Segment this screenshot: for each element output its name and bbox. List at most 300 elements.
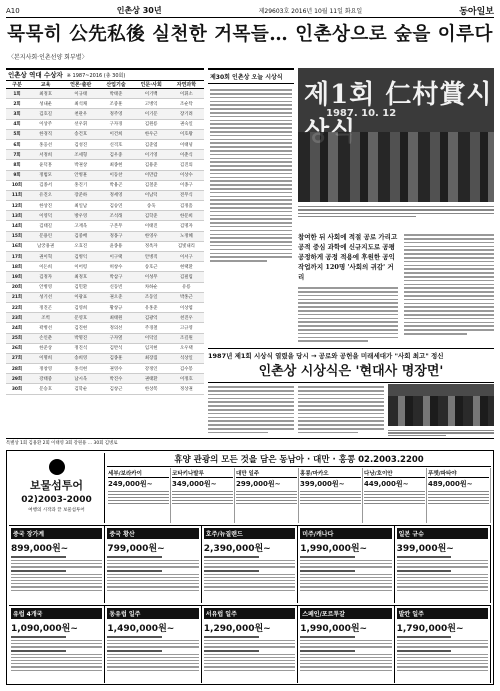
table-cell: 문영호 (74, 315, 88, 321)
table-header-row (6, 80, 204, 89)
table-cell: 이정호 (180, 376, 193, 382)
table-cell: 이태진 (144, 224, 158, 230)
ad-product-title: 미주/캐나다 (300, 528, 391, 539)
table-row (6, 303, 204, 313)
table-cell: 한상진 (39, 203, 52, 209)
table-cell: 5회 (13, 132, 21, 138)
table-cell: 남시욱 (74, 376, 88, 382)
table-cell: 박삼구 (109, 274, 123, 280)
ad-phone: 02)2003-2000 (21, 495, 92, 505)
table-cell: 김필립 (180, 274, 193, 280)
ad-logo-icon (49, 459, 65, 475)
table-cell: 정주영 (109, 111, 123, 117)
table-cell: 권숙일 (180, 122, 193, 128)
issue-date: 제29603호 2016년 10월 11일 화요일 (258, 8, 363, 15)
table-cell: 이영덕 (39, 213, 52, 219)
table-cell: 조순탁 (180, 101, 193, 107)
table-row (6, 272, 204, 282)
table-row (6, 293, 204, 303)
table-cell: 박권상 (74, 162, 88, 168)
ad-product-title: 다낭/호이안 (364, 469, 425, 478)
table-row (6, 201, 204, 211)
table-cell: 20회 (11, 285, 23, 291)
table-row (6, 262, 204, 272)
table-cell: 정몽구 (109, 234, 123, 240)
ad-logo-block (9, 453, 105, 523)
table-row (6, 191, 204, 201)
table-row (6, 374, 204, 384)
table-column-header: 산업기술 (106, 82, 126, 88)
table-cell: 현택환 (180, 264, 193, 270)
article-text-lines (208, 84, 294, 267)
table-cell: 박용곤 (109, 183, 123, 189)
table-column-header: 자연과학 (176, 82, 197, 88)
ad-product-title: 스페인/포르투갈 (300, 608, 391, 619)
table-cell: 권이혁 (39, 254, 52, 260)
table-cell: 오우택 (180, 346, 193, 352)
table-cell: 선우휘 (74, 122, 88, 128)
ad-product-title: 중국 황산 (107, 528, 198, 539)
table-cell: 이기문 (144, 111, 158, 117)
ad-product-title: 일본 규슈 (397, 528, 488, 539)
table-column-header: 구분 (12, 82, 22, 88)
table-cell: 한준상 (39, 346, 52, 352)
table-cell: 강태중 (39, 376, 52, 382)
table-cell: 정의선 (109, 325, 123, 331)
table-cell: 김광억 (144, 315, 158, 321)
table-cell: 이건희 (109, 132, 123, 138)
table-cell: 김준엽 (144, 142, 158, 148)
table-cell: 차하순 (144, 285, 158, 291)
newspaper-brand: 동아일보 (459, 7, 494, 17)
table-row (6, 120, 204, 130)
table-cell: 이휘소 (180, 91, 193, 97)
table-cell: 홍진기 (74, 183, 88, 189)
table-cell: 22회 (11, 305, 23, 311)
table-cell: 전무식 (180, 193, 193, 199)
table-row (6, 130, 204, 140)
table-cell: 이만갑 (144, 173, 158, 179)
table-cell: 26회 (11, 346, 23, 352)
table-cell: 황창규 (109, 305, 123, 311)
ad-tagline: 여행의 시작과 끝 보물섬투어 (28, 508, 85, 513)
table-cell: 신동빈 (109, 285, 123, 291)
table-cell: 김승연 (109, 203, 123, 209)
table-cell: 이상주 (39, 122, 52, 128)
table-cell: 한문희 (180, 213, 193, 219)
table-cell: 조중훈 (109, 101, 123, 107)
table-cell: 최정호 (74, 274, 88, 280)
ad-product-box (9, 606, 105, 683)
table-cell: 이광표 (74, 295, 88, 301)
table-cell: 11회 (11, 193, 23, 199)
table-row (6, 334, 204, 344)
table-cell: 14회 (11, 224, 23, 230)
table-cell: 유홍준 (144, 305, 158, 311)
table-cell: 김정자 (39, 274, 52, 280)
table-cell: 이종구 (180, 183, 193, 189)
table-cell: 최태원 (109, 315, 123, 321)
pull-quote: 참여한 뒤 사회에 적절 공로 가리고 공적 중심 과학에 신규지도로 공평 공정하게 공정 적용에 후원한 공익 작업까지 120명 '사회의 귀감' 거리 (298, 233, 398, 281)
table-cell: 한상복 (144, 387, 158, 393)
table-cell: 김민환 (74, 285, 88, 291)
table-cell: 구자열 (109, 336, 123, 342)
table-column-header: 언론·출판 (70, 82, 92, 88)
table-row (6, 171, 204, 181)
table-cell: 윤종용 (109, 244, 123, 250)
table-cell: 최장집 (144, 356, 158, 362)
table-cell: 김용준 (144, 162, 158, 168)
table-row (6, 344, 204, 354)
table-row (6, 242, 204, 252)
ad-product-price: 2,390,000원~ (203, 544, 271, 554)
table-cell: 8회 (13, 162, 21, 168)
table-row (6, 109, 204, 119)
table-cell: 이서구 (180, 254, 193, 260)
ad-product-title: 홍콩/마카오 (300, 469, 361, 478)
table-cell: 안병훈 (74, 173, 88, 179)
table-cell: 조석래 (109, 213, 123, 219)
table-cell: 고재욱 (74, 224, 88, 230)
table-cell: 김영희 (74, 305, 88, 311)
table-cell: 29회 (11, 376, 23, 382)
article-column-bottom-2 (298, 384, 384, 436)
table-cell: 안병직 (144, 254, 158, 260)
table-cell: 3회 (13, 111, 21, 117)
ad-grid-top (107, 468, 491, 523)
table-cell: 4회 (13, 122, 21, 128)
table-cell: 송건호 (74, 132, 88, 138)
table-cell: 곽병선 (39, 325, 52, 331)
table-row (6, 211, 204, 221)
ad-product-box (298, 606, 394, 683)
table-cell: 김태길 (39, 224, 52, 230)
table-cell: 최종현 (109, 162, 123, 168)
ad-product-title: 세부/보라카이 (108, 469, 169, 478)
table-cell: 오효진 (74, 244, 88, 250)
ad-product-title: 호주/뉴질랜드 (204, 528, 295, 539)
table-cell: 박태준 (109, 91, 123, 97)
table-cell: 김진현 (74, 325, 88, 331)
table-cell: 김학준 (144, 213, 158, 219)
article-column-right-2 (404, 232, 494, 344)
table-cell: 유룡 (182, 285, 191, 291)
ad-product-box (107, 468, 171, 523)
table-cell: 이남덕 (144, 193, 158, 199)
table-cell: 24회 (11, 325, 23, 331)
table-cell: 조동일 (144, 295, 158, 301)
ad-product-title: 푸껫/파타야 (428, 469, 489, 478)
table-cell: 윤덕홍 (39, 162, 52, 168)
table-cell: 이규태 (74, 91, 88, 97)
ad-product-box (395, 606, 491, 683)
table-cell: 김성진 (74, 142, 88, 148)
table-cell: 장준하 (74, 193, 88, 199)
table-cell: 김진의 (180, 162, 193, 168)
table-row (6, 354, 204, 364)
table-cell: 천진우 (180, 315, 193, 321)
table-cell: 강정인 (144, 366, 158, 372)
table-cell: 김종서 (39, 183, 52, 189)
table-cell: 이춘식 (180, 152, 193, 158)
article-column-bottom-1 (208, 384, 294, 436)
table-cell: 안병영 (39, 285, 52, 291)
table-cell: 주경철 (144, 325, 158, 331)
table-cell: 박명진 (74, 336, 88, 342)
ad-product-box (298, 526, 394, 603)
photo-crowd (298, 132, 494, 202)
table-cell: 송희영 (74, 356, 88, 362)
ad-product-box (105, 606, 201, 683)
ad-product-price: 1,990,000원~ (300, 624, 368, 634)
table-cell: 정진곤 (39, 305, 52, 311)
table-cell: 김정흠 (180, 203, 193, 209)
table-cell: 이상엽 (180, 305, 193, 311)
photo-banner-date: 1987. 10. 12 (326, 108, 397, 119)
ad-brand-name: 보물섬투어 (29, 479, 84, 492)
table-row (6, 140, 204, 150)
ceremony-photo (298, 68, 494, 202)
table-cell: 28회 (11, 366, 23, 372)
table-cell: 김명자 (180, 224, 193, 230)
page-header (6, 4, 494, 18)
ad-product-title: 동유럽 일주 (107, 608, 198, 619)
table-cell: 문승호 (39, 387, 52, 393)
table-cell: 고병익 (144, 101, 158, 107)
ad-product-title: 대만 일주 (236, 469, 297, 478)
table-cell: 한우근 (144, 132, 158, 138)
table-cell: 성기선 (39, 295, 52, 301)
ad-product-box (202, 606, 298, 683)
ad-grid-middle (9, 525, 491, 603)
photo-caption (298, 204, 494, 228)
table-cell: 12회 (11, 203, 23, 209)
table-cell: 허창수 (109, 264, 123, 270)
table-cell: 정창영 (39, 366, 52, 372)
table-row (6, 181, 204, 191)
table-footnote: 특별상 1회 김용환 2회 이태영 3회 강원용 … 30회 김병로 (6, 438, 494, 446)
table-cell: 이어령 (74, 264, 88, 270)
table-cell: 23회 (11, 315, 23, 321)
table-cell: 권영수 (109, 366, 123, 372)
table-cell: 김빛내리 (177, 244, 195, 250)
ad-product-title: 서유럽 일주 (204, 608, 295, 619)
table-cell: 한영우 (144, 234, 158, 240)
table-cell: 30회 (11, 387, 23, 393)
table-cell: 이기백 (144, 91, 158, 97)
ad-product-price: 799,000원~ (107, 544, 165, 554)
table-cell: 김우중 (109, 152, 123, 158)
table-cell: 구본무 (109, 224, 123, 230)
table-row (6, 384, 204, 394)
travel-advertisement (6, 450, 494, 685)
table-cell: 구자경 (109, 122, 123, 128)
table-cell: 방우영 (74, 213, 88, 219)
ad-product-price: 249,000원~ (108, 480, 153, 488)
table-cell: 이덕일 (144, 336, 158, 342)
table-cell: 신격호 (109, 142, 123, 148)
ad-product-box (395, 526, 491, 603)
table-cell: 이돈희 (39, 264, 52, 270)
table-cell: 25회 (11, 336, 23, 342)
table-cell: 15회 (11, 234, 23, 240)
table-cell: 천관우 (74, 111, 88, 117)
ad-grid-bottom (9, 605, 491, 683)
ad-product-price: 899,000원~ (11, 544, 69, 554)
table-cell: 노정혜 (180, 234, 193, 240)
table-cell: 7회 (13, 152, 21, 158)
table-row (6, 89, 204, 99)
ad-product-price: 349,000원~ (172, 480, 217, 488)
table-cell: 9회 (13, 173, 21, 179)
table-row (6, 150, 204, 160)
table-column-header: 교육 (40, 82, 51, 88)
table-cell: 정세영 (109, 193, 123, 199)
table-cell: 이태녕 (180, 142, 193, 148)
ad-product-price: 399,000원~ (300, 480, 345, 488)
table-cell: 김원룡 (144, 122, 158, 128)
table-row (6, 313, 204, 323)
table-cell: 남궁용권 (37, 244, 55, 250)
table-row (6, 99, 204, 109)
table-cell: 김병익 (74, 254, 88, 260)
ad-product-price: 489,000원~ (428, 480, 473, 488)
table-cell: 박홍근 (180, 295, 193, 301)
table-cell: 이호왕 (180, 132, 193, 138)
ad-product-price: 1,090,000원~ (11, 624, 78, 634)
table-cell: 조길원 (180, 336, 193, 342)
ad-product-box (9, 526, 105, 603)
table-row (6, 283, 204, 293)
ad-product-box (105, 526, 201, 603)
table-cell: 김수봉 (180, 366, 193, 372)
ceremony-article (208, 68, 294, 283)
table-cell: 16회 (11, 244, 23, 250)
table-cell: 권오준 (109, 295, 123, 301)
photo-banner-text: 제1회 仁村賞시 (304, 80, 493, 110)
table-cell: 1회 (13, 91, 21, 97)
ad-product-box (202, 526, 298, 603)
table-cell: 석상일 (180, 356, 193, 362)
table-title-text: 인촌상 역대 수상자 (8, 71, 63, 79)
table-cell: 한경직 (39, 132, 52, 138)
ad-product-price: 1,990,000원~ (300, 544, 368, 554)
table-cell: 최정호 (39, 91, 52, 97)
table-cell: 정진석 (74, 346, 88, 352)
ad-product-price: 399,000원~ (396, 544, 454, 554)
table-note: ※ 1987~2016 (총 30회) (66, 73, 126, 79)
ad-product-price: 1,490,000원~ (107, 624, 175, 634)
sub-photo (388, 384, 494, 426)
sub-strapline: 1987년 제1회 시상식 열렸을 당시 → 공로와 공헌을 미래세대가 "사회 최고" 정신 (208, 348, 494, 360)
sub-photo-caption (388, 428, 494, 438)
table-body (6, 89, 204, 395)
byline: 〈본지사회·인촌선양 회부별〉 (8, 54, 88, 61)
table-cell: 송욱 (146, 203, 156, 209)
ad-product-box (427, 468, 491, 523)
ad-product-title: 발칸 일주 (397, 608, 488, 619)
section-title: 인촌상 30년 (116, 6, 162, 15)
table-cell: 2회 (13, 101, 21, 107)
ad-product-title: 코타키나발루 (172, 469, 233, 478)
ad-product-title: 중국 장가계 (11, 528, 102, 539)
table-cell: 김철준 (144, 183, 158, 189)
ad-product-box (235, 468, 299, 523)
table-cell: 김중배 (74, 234, 88, 240)
ad-banner: 휴양 관광의 모든 것을 담은 동남아 · 대만 · 홍콩 02.2003.2200 (107, 453, 491, 467)
ad-product-price: 299,000원~ (236, 480, 281, 488)
table-row (6, 323, 204, 333)
table-cell: 서정희 (39, 152, 52, 158)
sub-headline: 인촌상 시상식은 '현대사 명장면' (208, 360, 494, 383)
table-cell: 이기영 (144, 152, 158, 158)
table-row (6, 232, 204, 242)
table-cell: 정옥자 (144, 244, 158, 250)
article-column-right-1 (298, 285, 398, 345)
table-cell: 이구택 (109, 254, 123, 260)
table-cell: 최일남 (74, 203, 88, 209)
table-cell: 18회 (11, 264, 23, 270)
table-cell: 송호근 (144, 264, 158, 270)
ad-product-box (363, 468, 427, 523)
ad-product-price: 1,790,000원~ (396, 624, 464, 634)
page-number: A10 (6, 6, 20, 15)
table-cell: 문용린 (39, 234, 52, 240)
ad-product-box (299, 468, 363, 523)
table-row (6, 252, 204, 262)
table-cell: 성내운 (39, 101, 52, 107)
table-cell: 10회 (11, 183, 23, 189)
table-cell: 이명희 (39, 356, 52, 362)
table-cell: 김호길 (39, 111, 52, 117)
table-cell: 17회 (11, 254, 23, 260)
table-cell: 김창근 (109, 387, 123, 393)
table-cell: 6회 (13, 142, 21, 148)
table-cell: 김반석 (109, 346, 123, 352)
table-cell: 21회 (11, 295, 23, 301)
table-cell: 정범모 (39, 173, 52, 179)
ad-product-price: 1,290,000원~ (203, 624, 271, 634)
award-winners-table (6, 68, 204, 436)
table-cell: 최석채 (74, 101, 88, 107)
table-cell: 김종훈 (109, 356, 123, 362)
table-cell: 19회 (11, 274, 23, 280)
table-cell: 이상수 (180, 173, 193, 179)
table-cell: 조벽 (41, 315, 50, 321)
table-cell: 손인춘 (39, 336, 52, 342)
ad-product-box (171, 468, 235, 523)
table-row (6, 160, 204, 170)
ceremony-article-title: 제30회 인촌상 오늘 시상식 (208, 70, 294, 84)
table-cell: 박진수 (109, 376, 123, 382)
table-cell: 고규영 (180, 325, 193, 331)
table-cell: 임지현 (144, 346, 158, 352)
table-cell: 13회 (11, 213, 23, 219)
table-cell: 권태환 (144, 376, 158, 382)
table-row (6, 221, 204, 231)
table-row (6, 364, 204, 374)
ad-product-price: 449,000원~ (364, 480, 409, 488)
ad-product-title: 유럽 4개국 (11, 608, 102, 619)
table-cell: 이동찬 (109, 173, 123, 179)
table-cell: 유진오 (39, 193, 52, 199)
table-cell: 장기려 (180, 111, 193, 117)
table-cell: 이성무 (144, 274, 158, 280)
table-column-header: 인문·사회 (140, 82, 162, 88)
table-cell: 조세형 (74, 152, 88, 158)
table-cell: 김학순 (74, 387, 88, 393)
table-title (6, 70, 204, 80)
